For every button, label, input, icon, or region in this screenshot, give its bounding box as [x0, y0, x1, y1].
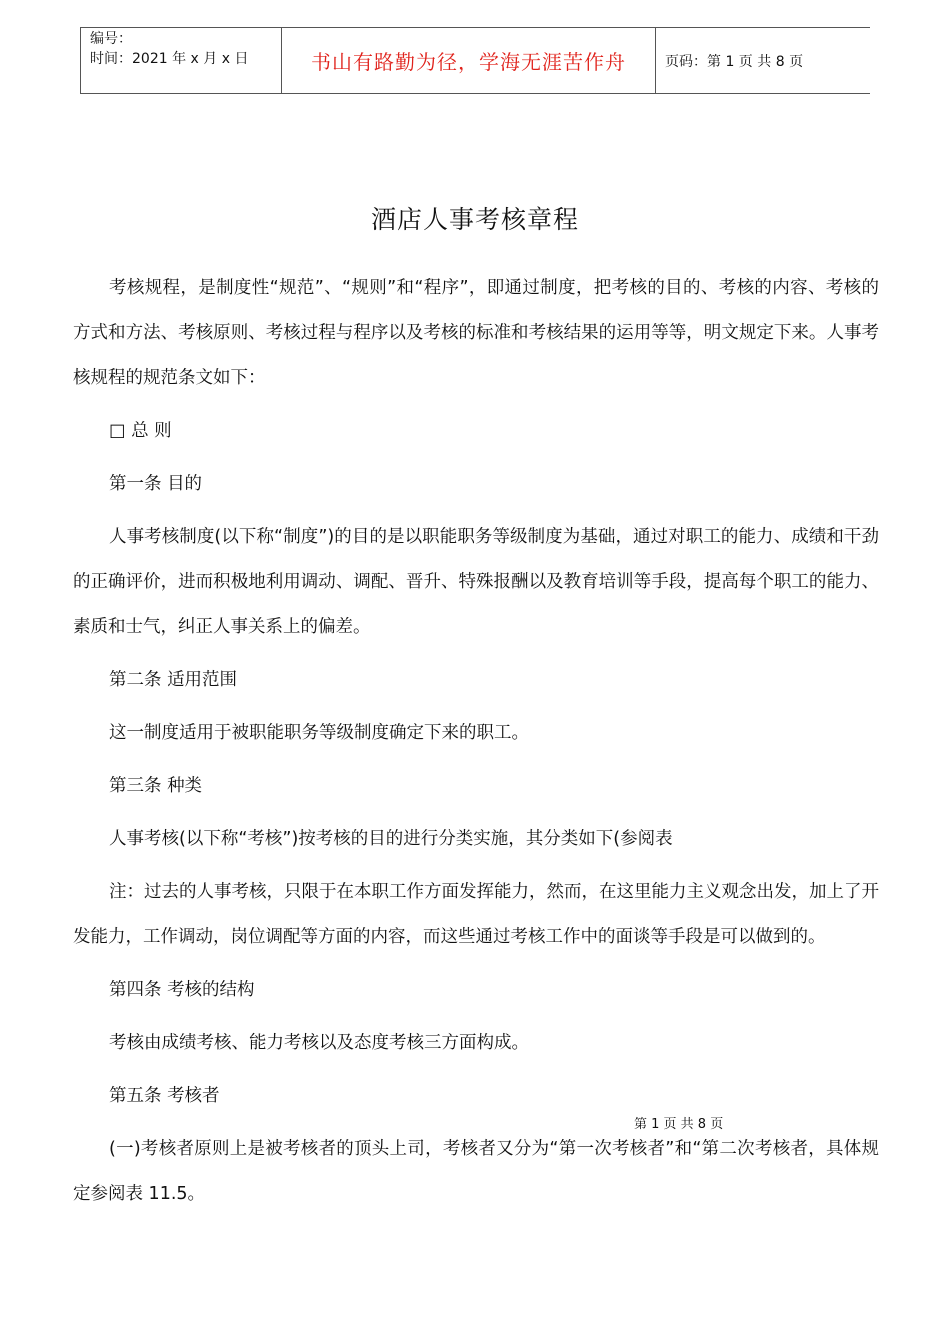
- header-meta-cell: [81, 28, 282, 93]
- document-body: [73, 266, 879, 1225]
- header-motto-cell: [282, 28, 656, 93]
- article-4-heading: 第四条 考核的结构: [109, 980, 255, 1000]
- page-footer: 第 1 页 共 8 页: [634, 1117, 724, 1132]
- article-1-body: 人事考核制度(以下称“制度”)的目的是以职能职务等级制度为基础，通过对职工的能力、成绩和干劲的正确评价，进而积极地利用调动、调配、晋升、特殊报酬以及教育培训等手段，提高每个职工的能力、素质和士气，纠正人事关系上的偏差。: [73, 527, 879, 637]
- article-3-note: 注：过去的人事考核，只限于在本职工作方面发挥能力，然而，在这里能力主义观念出发，加上了开发能力，工作调动，岗位调配等方面的内容，而这些通过考核工作中的面谈等手段是可以做到的。: [73, 882, 879, 947]
- number-label: 编号：: [90, 31, 132, 47]
- article-3-heading: 第三条 种类: [109, 776, 203, 796]
- section-general-heading: □ 总 则: [109, 421, 172, 441]
- article-3-body: 人事考核(以下称“考核”)按考核的目的进行分类实施，其分类如下(参阅表: [109, 829, 673, 849]
- motto-text: 书山有路勤为径，学海无涯苦作舟: [311, 50, 626, 74]
- time-label: 时间：2021 年 x 月 x 日: [90, 51, 249, 67]
- article-2-heading: 第二条 适用范围: [109, 670, 238, 690]
- document-title: 酒店人事考核章程: [370, 205, 579, 234]
- article-1-heading: 第一条 目的: [109, 474, 203, 494]
- article-4-body: 考核由成绩考核、能力考核以及态度考核三方面构成。: [109, 1033, 529, 1053]
- article-5-body: (一)考核者原则上是被考核者的顶头上司，考核者又分为“第一次考核者”和“第二次考核者，具体规定参阅表 11.5。: [73, 1139, 879, 1204]
- paragraph-intro: 考核规程，是制度性“规范”、“规则”和“程序”，即通过制度，把考核的目的、考核的内容、考核的方式和方法、考核原则、考核过程与程序以及考核的标准和考核结果的运用等等，明文规定下来。人事考核规程的规范条文如下：: [73, 278, 879, 388]
- article-2-body: 这一制度适用于被职能职务等级制度确定下来的职工。: [109, 723, 529, 743]
- page-code: 页码：第 1 页 共 8 页: [665, 53, 804, 70]
- header-page-cell: [656, 28, 870, 93]
- article-5-heading: 第五条 考核者: [109, 1086, 220, 1106]
- header-table: [80, 27, 870, 94]
